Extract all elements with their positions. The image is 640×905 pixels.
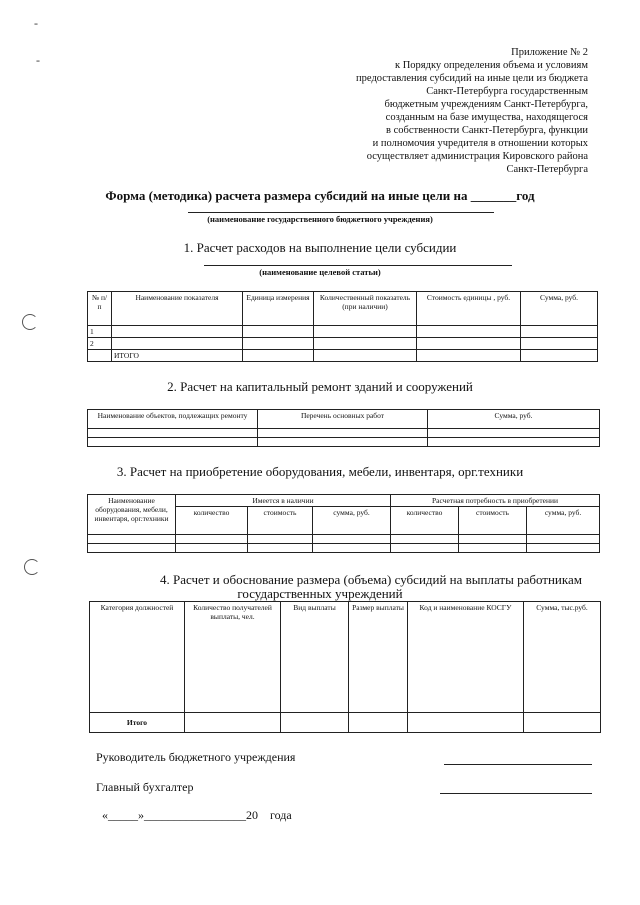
- table-row: [88, 326, 598, 338]
- date-field[interactable]: «_____»_________________20 года: [102, 808, 292, 822]
- col-quantity-header: Количественный показатель (при наличии): [314, 292, 417, 326]
- appendix-line: Санкт-Петербурга: [506, 164, 588, 175]
- appendix-line: к Порядку определения объема и условиям: [394, 60, 588, 71]
- table-cell[interactable]: [459, 535, 527, 544]
- total-label: Итого: [90, 713, 185, 733]
- table-cell[interactable]: [521, 326, 598, 338]
- table-cell[interactable]: [281, 713, 349, 733]
- table-cell[interactable]: [185, 713, 281, 733]
- row-number: 1: [88, 326, 112, 338]
- appendix-line: осуществляет администрация Кировского района: [366, 151, 588, 162]
- col-recipients-header: Количество получателей выплаты, чел.: [185, 602, 281, 713]
- section4-heading-line1: 4. Расчет и обоснование размера (объема) субсидий на выплаты работникам: [160, 572, 582, 587]
- table-row: [88, 438, 600, 447]
- section1-heading: 1. Расчет расходов на выполнение цели субсидии: [183, 240, 457, 255]
- table-cell[interactable]: [527, 535, 600, 544]
- punch-hole: [24, 559, 40, 575]
- table-cell[interactable]: [527, 544, 600, 553]
- punch-hole: [22, 314, 38, 330]
- appendix-line: в собственности Санкт-Петербурга, функции: [386, 125, 588, 136]
- table-cell[interactable]: [524, 713, 601, 733]
- section2-heading: 2. Расчет на капитальный ремонт зданий и сооружений: [167, 379, 473, 394]
- head-signature-label: Руководитель бюджетного учреждения: [96, 750, 296, 764]
- col-sum-header: сумма, руб.: [313, 507, 391, 535]
- table-cell[interactable]: [417, 350, 521, 362]
- appendix-line: Приложение № 2: [511, 47, 588, 58]
- table-cell[interactable]: [88, 429, 258, 438]
- table-cell[interactable]: [428, 438, 600, 447]
- table-cell[interactable]: [313, 535, 391, 544]
- form-title: Форма (методика) расчета размера субсидий на иные цели на _______год: [105, 188, 535, 203]
- target-article-underline: [204, 265, 512, 266]
- section4-table: [89, 601, 601, 733]
- table-cell[interactable]: [417, 338, 521, 350]
- appendix-line: созданным на базе имущества, находящегося: [385, 112, 588, 123]
- col-payment-type-header: Вид выплаты: [281, 602, 349, 713]
- table-row: [88, 338, 598, 350]
- col-equipment-header: Наименование оборудования, мебели, инвентаря, орг.техники: [88, 495, 176, 535]
- table-cell[interactable]: [176, 535, 248, 544]
- section3-table: [87, 494, 600, 553]
- available-group-header: Имеется в наличии: [176, 495, 391, 507]
- institution-underline: [188, 212, 494, 213]
- table-cell[interactable]: [88, 544, 176, 553]
- appendix-block: [356, 46, 588, 176]
- appendix-line: предоставления субсидий на иные цели из бюджета: [356, 73, 588, 84]
- col-sum-header: Сумма, руб.: [428, 410, 600, 429]
- target-article-caption: (наименование целевой статьи): [259, 267, 381, 277]
- table-cell[interactable]: [459, 544, 527, 553]
- col-object-header: Наименование объектов, подлежащих ремонту: [88, 410, 258, 429]
- col-number-header: № п/п: [88, 292, 112, 326]
- table-cell[interactable]: [314, 350, 417, 362]
- table-cell[interactable]: [176, 544, 248, 553]
- col-sum-header: Сумма, тыс.руб.: [524, 602, 601, 713]
- section1-table: [87, 291, 598, 362]
- col-sum-header: сумма, руб.: [527, 507, 600, 535]
- table-cell[interactable]: [391, 544, 459, 553]
- total-label: ИТОГО: [112, 350, 243, 362]
- table-cell[interactable]: [521, 338, 598, 350]
- table-cell[interactable]: [248, 544, 313, 553]
- table-cell[interactable]: [258, 438, 428, 447]
- total-row: [88, 350, 598, 362]
- table-cell: [88, 350, 112, 362]
- table-cell[interactable]: [243, 350, 314, 362]
- table-cell[interactable]: [349, 713, 408, 733]
- section4-heading-line2: государственных учреждений: [237, 586, 403, 601]
- table-cell[interactable]: [314, 338, 417, 350]
- table-row: [88, 429, 600, 438]
- table-cell[interactable]: [243, 326, 314, 338]
- table-cell[interactable]: [243, 338, 314, 350]
- table-cell[interactable]: [521, 350, 598, 362]
- col-quantity-header: количество: [176, 507, 248, 535]
- col-payment-size-header: Размер выплаты: [349, 602, 408, 713]
- table-cell[interactable]: [313, 544, 391, 553]
- table-row: [88, 535, 600, 544]
- col-cost-header: стоимость: [459, 507, 527, 535]
- table-cell[interactable]: [391, 535, 459, 544]
- institution-caption: (наименование государственного бюджетного учреждения): [207, 214, 433, 224]
- appendix-line: и полномочия учредителя в отношении которых: [372, 138, 588, 149]
- col-works-header: Перечень основных работ: [258, 410, 428, 429]
- col-category-header: Категория должностей: [90, 602, 185, 713]
- section3-heading: 3. Расчет на приобретение оборудования, мебели, инвентаря, орг.техники: [116, 464, 524, 479]
- col-unit-header: Единица измерения: [243, 292, 314, 326]
- table-cell[interactable]: [428, 429, 600, 438]
- table-row: [88, 544, 600, 553]
- table-cell[interactable]: [88, 535, 176, 544]
- section2-table: [87, 409, 600, 447]
- table-cell[interactable]: [88, 438, 258, 447]
- table-cell[interactable]: [248, 535, 313, 544]
- margin-mark: -: [36, 53, 40, 67]
- col-kosgu-header: Код и наименование КОСГУ: [408, 602, 524, 713]
- col-cost-header: стоимость: [248, 507, 313, 535]
- col-unit-cost-header: Стоимость единицы , руб.: [417, 292, 521, 326]
- head-signature-line[interactable]: [444, 764, 592, 765]
- accountant-signature-line[interactable]: [440, 793, 592, 794]
- table-cell[interactable]: [417, 326, 521, 338]
- col-indicator-header: Наименование показателя: [112, 292, 243, 326]
- table-cell[interactable]: [112, 338, 243, 350]
- accountant-signature-label: Главный бухгалтер: [96, 780, 194, 794]
- table-cell[interactable]: [112, 326, 243, 338]
- margin-mark: -: [34, 16, 38, 30]
- table-cell[interactable]: [408, 713, 524, 733]
- row-number: 2: [88, 338, 112, 350]
- appendix-line: Санкт-Петербурга государственным: [426, 86, 588, 97]
- needed-group-header: Расчетная потребность в приобретении: [391, 495, 600, 507]
- col-sum-header: Сумма, руб.: [521, 292, 598, 326]
- table-cell[interactable]: [314, 326, 417, 338]
- appendix-line: бюджетным учреждениям Санкт-Петербурга,: [384, 99, 588, 110]
- total-row: [90, 713, 601, 733]
- table-cell[interactable]: [258, 429, 428, 438]
- col-quantity-header: количество: [391, 507, 459, 535]
